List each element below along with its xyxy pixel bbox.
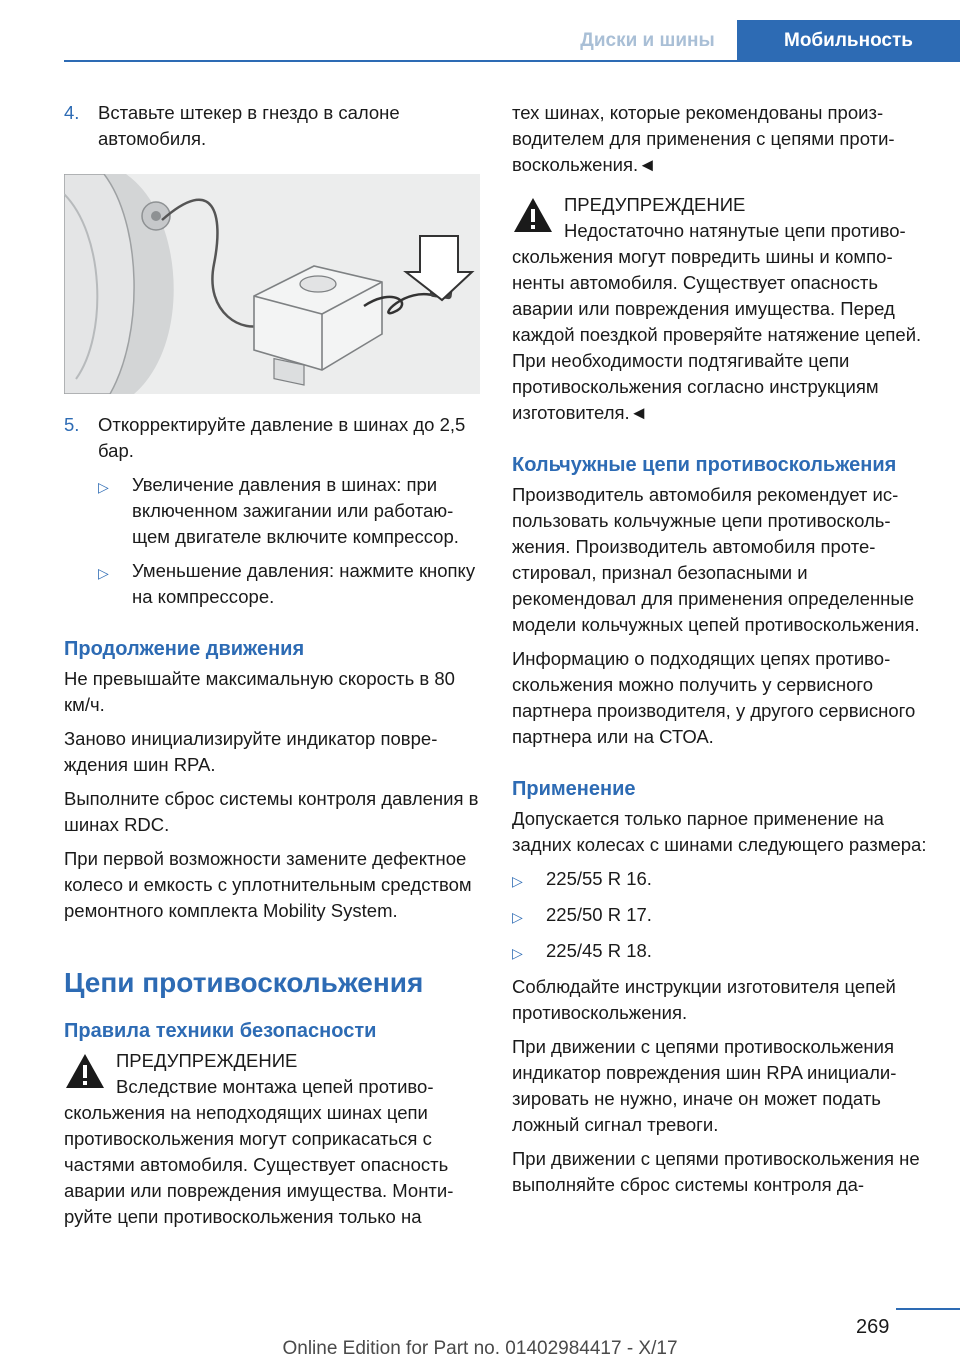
warning-triangle-icon <box>512 196 554 234</box>
warning-block <box>64 1048 480 1230</box>
paragraph: Не превышайте максимальную скорость в 80 км/ч. <box>64 668 455 715</box>
right-column <box>512 100 928 1206</box>
chains-heading: Цепи противоскольжения <box>64 967 424 998</box>
usage-heading: Применение <box>512 778 636 800</box>
triangle-right-icon: ▷ <box>512 945 523 961</box>
warning-triangle-icon <box>64 1052 106 1090</box>
section-tab: Диски и шины <box>560 20 735 62</box>
footer-rule <box>896 1308 960 1310</box>
paragraph: Допускается только парное применение на задних колесах с шинами следующего размера: <box>512 808 927 855</box>
list-item <box>64 472 480 550</box>
list-item <box>512 938 928 966</box>
warning-title: ПРЕДУПРЕЖДЕНИЕ <box>116 1050 298 1071</box>
list-item <box>64 558 480 610</box>
warning-block <box>512 192 928 426</box>
warning-text: Недостаточно натянутые цепи противоскольжения могут повредить шины и компоненты автомобиля. Существует опасность аварии или повреждения имущества. Перед каждой поездкой проверяйте натяжение цепей. При необходимости подтягивайте цепи противоскольжения согласно инструкциям изготовителя.◄ <box>512 220 922 423</box>
triangle-right-icon: ▷ <box>98 565 109 581</box>
left-column <box>64 100 480 1238</box>
step-5 <box>64 412 480 464</box>
compressor-illustration <box>64 174 480 394</box>
paragraph: При движении с цепями противоскольжения индикатор повреждения шин RPA инициализировать не нужно, иначе он может подать ложный сигнал тревоги. <box>512 1036 897 1135</box>
paragraph: тех шинах, которые рекомендованы производителем для применения с цепями противоскольжения.◄ <box>512 102 895 175</box>
step-text: Откорректируйте давление в шинах до 2,5 бар. <box>98 414 466 461</box>
list-item-text: Уменьшение давления: нажмите кнопку на компрессоре. <box>132 560 476 607</box>
list-item <box>512 902 928 930</box>
page-number: 269 <box>856 1316 890 1338</box>
paragraph: При первой возможности замените дефектное колесо и емкость с уплотнительным средством ремонтного комплекта Mobility System. <box>64 848 472 921</box>
warning-text: Вследствие монтажа цепей противоскольжения на неподходящих шинах цепи противоскольжения могут соприкасаться с частями автомобиля. Существует опасность аварии или повреждения имущества. Монтируйте цепи противоскольжения только на <box>64 1076 454 1227</box>
continue-heading: Продолжение движения <box>64 638 305 660</box>
paragraph: Производитель автомобиля рекомендует использовать кольчужные цепи противоскольжения. Производитель автомобиля протестировал, признал безопасными и рекомендовал для применения определенные модели кольчужных цепей противоскольжения. <box>512 484 920 635</box>
edition-note: Online Edition for Part no. 01402984417 - X/17 <box>282 1338 678 1359</box>
header-rule <box>64 60 960 62</box>
triangle-right-icon: ▷ <box>98 479 109 495</box>
paragraph: При движении с цепями противоскольжения не выполняйте сброс системы контроля да- <box>512 1148 920 1195</box>
step-4 <box>64 100 480 152</box>
tyre-size: 225/45 R 18. <box>546 940 652 961</box>
step-number: 5. <box>64 414 80 435</box>
paragraph: Выполните сброс системы контроля давления в шинах RDC. <box>64 788 479 835</box>
step-text: Вставьте штекер в гнездо в салоне автомобиля. <box>98 102 400 149</box>
warning-title: ПРЕДУПРЕЖДЕНИЕ <box>564 194 746 215</box>
compressor-drawing <box>64 174 480 394</box>
paragraph: Заново инициализируйте индикатор повреждения шин RPA. <box>64 728 438 775</box>
tyre-size: 225/50 R 17. <box>546 904 652 925</box>
triangle-right-icon: ▷ <box>512 909 523 925</box>
chain-heading: Кольчужные цепи противоскольжения <box>512 454 897 476</box>
step-number: 4. <box>64 102 80 123</box>
tyre-size: 225/55 R 16. <box>546 868 652 889</box>
list-item-text: Увеличение давления в шинах: при включенном зажигании или работающем двигателе включите компрессор. <box>132 474 459 547</box>
triangle-right-icon: ▷ <box>512 873 523 889</box>
safety-heading: Правила техники безопасности <box>64 1020 377 1042</box>
list-item <box>512 866 928 894</box>
page-header <box>0 20 960 62</box>
paragraph: Информацию о подходящих цепях противоскольжения можно получить у сервисного партнера производителя, у другого сервисного партнера или на СТОА. <box>512 648 916 747</box>
paragraph: Соблюдайте инструкции изготовителя цепей противоскольжения. <box>512 976 896 1023</box>
chapter-tab: Мобильность <box>737 20 960 62</box>
